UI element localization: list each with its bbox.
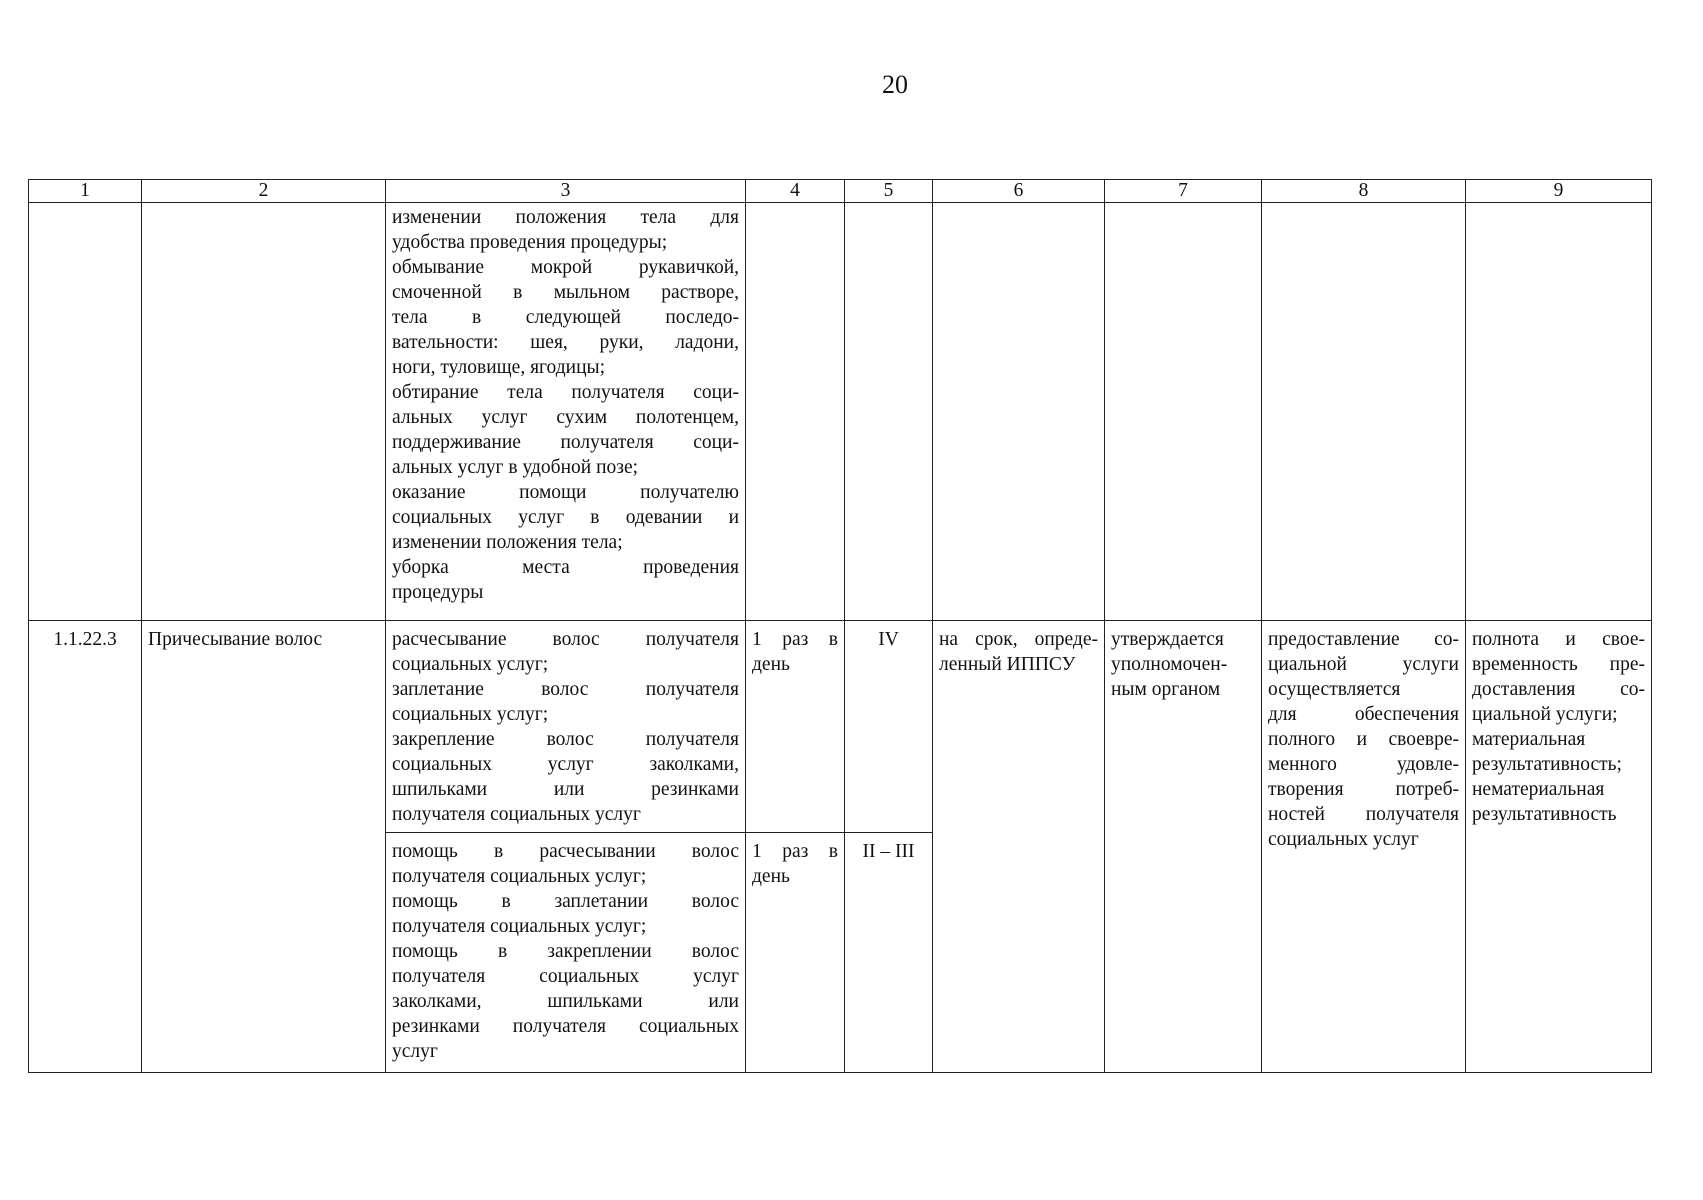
service-conditions [1262,621,1466,1073]
text-line: помощь в расчесывании волос [392,841,739,862]
text-line: социальных услуг [1268,829,1419,850]
services-table [28,179,1652,1073]
service-frequency-variant-1 [746,621,845,833]
empty-cell [1262,203,1466,621]
empty-cell [142,203,386,621]
service-content-continuation [386,203,746,621]
empty-cell [845,203,933,621]
text-line: ным органом [1111,679,1221,700]
text-line: результативность [1472,804,1617,825]
text-line: заколками, шпильками или [392,991,739,1012]
text-line: результативность; [1472,754,1622,775]
text-line: резинками получателя социальных [392,1016,739,1037]
text-line: циальной услуги [1268,654,1459,675]
text-line: изменении положения тела для [392,207,739,228]
page-number: 20 [882,70,908,99]
text-line: получателя социальных услуг; [392,866,647,887]
service-content-variant-2 [386,833,746,1073]
text-line: материальная [1472,729,1586,750]
text-line: социальных услуг в одевании и [392,507,739,528]
text-line: утверждается [1111,629,1224,650]
text-line: обтирание тела получателя соци- [392,382,739,403]
column-number: 1 [29,180,142,203]
text-line: полного и своевре- [1268,729,1459,750]
empty-cell [29,203,142,621]
text-line: расчесывание волос получателя [392,629,739,650]
text-line: получателя социальных услуг [392,966,739,987]
text-line: полнота и свое- [1472,629,1645,650]
column-number: 4 [746,180,845,203]
text-line: ленный ИППСУ [939,654,1076,675]
text-line: доставления со- [1472,679,1645,700]
service-frequency-variant-2 [746,833,845,1073]
column-number: 6 [933,180,1105,203]
text-line: предоставление со- [1268,629,1459,650]
text-line: тела в следующей последо- [392,307,739,328]
service-content-variant-1 [386,621,746,833]
empty-cell [933,203,1105,621]
text-line: альных услуг сухим полотенцем, [392,407,739,428]
service-criteria [1466,621,1652,1073]
text-line: социальных услуг; [392,704,549,725]
service-row-variant-1 [29,621,1652,833]
service-code: 1.1.22.3 [29,621,142,1073]
text-line: изменении положения тела; [392,532,623,553]
text-line: ностей получателя [1268,804,1459,825]
text-line: социальных услуг заколками, [392,754,739,775]
text-line: на срок, опреде- [939,629,1098,650]
text-line: альных услуг в удобной позе; [392,457,639,478]
text-line: получателя социальных услуг [392,804,641,825]
column-number: 9 [1466,180,1652,203]
text-line: удобства проведения процедуры; [392,232,668,253]
text-line: заплетание волос получателя [392,679,739,700]
service-duration [933,621,1105,1073]
text-line: творения потреб- [1268,779,1459,800]
text-line: ноги, туловище, ягодицы; [392,357,606,378]
continuation-row [29,203,1652,621]
column-number: 5 [845,180,933,203]
column-number: 2 [142,180,386,203]
text-line: получателя социальных услуг; [392,916,647,937]
text-line: процедуры [392,582,484,603]
text-line: день [752,866,790,887]
text-line: для обеспечения [1268,704,1459,725]
service-name: Причесывание волос [142,621,386,1073]
text-line: 1 раз в [752,629,838,650]
text-line: вательности: шея, руки, ладони, [392,332,739,353]
text-line: смоченной в мыльном растворе, [392,282,739,303]
text-line: нематериальная [1472,779,1605,800]
text-line: 1 раз в [752,841,838,862]
text-line: помощь в закреплении волос [392,941,739,962]
text-line: шпильками или резинками [392,779,739,800]
text-line: обмывание мокрой рукавичкой, [392,257,739,278]
empty-cell [1105,203,1262,621]
empty-cell [1466,203,1652,621]
text-line: оказание помощи получателю [392,482,739,503]
column-number-row [29,180,1652,203]
text-line: осуществляется [1268,679,1401,700]
column-number: 8 [1262,180,1466,203]
text-line: социальных услуг; [392,654,549,675]
text-line: закрепление волос получателя [392,729,739,750]
text-line: поддерживание получателя соци- [392,432,739,453]
recipient-group-variant-2: II – III [845,833,933,1073]
text-line: временность пре- [1472,654,1645,675]
text-line: день [752,654,790,675]
column-number: 7 [1105,180,1262,203]
recipient-group-variant-1: IV [845,621,933,833]
text-line: циальной услуги; [1472,704,1618,725]
text-line: уборка места проведения [392,557,739,578]
column-number: 3 [386,180,746,203]
empty-cell [746,203,845,621]
text-line: услуг [392,1041,438,1062]
service-approval [1105,621,1262,1073]
text-line: менного удовле- [1268,754,1459,775]
text-line: помощь в заплетании волос [392,891,739,912]
text-line: уполномочен- [1111,654,1228,675]
